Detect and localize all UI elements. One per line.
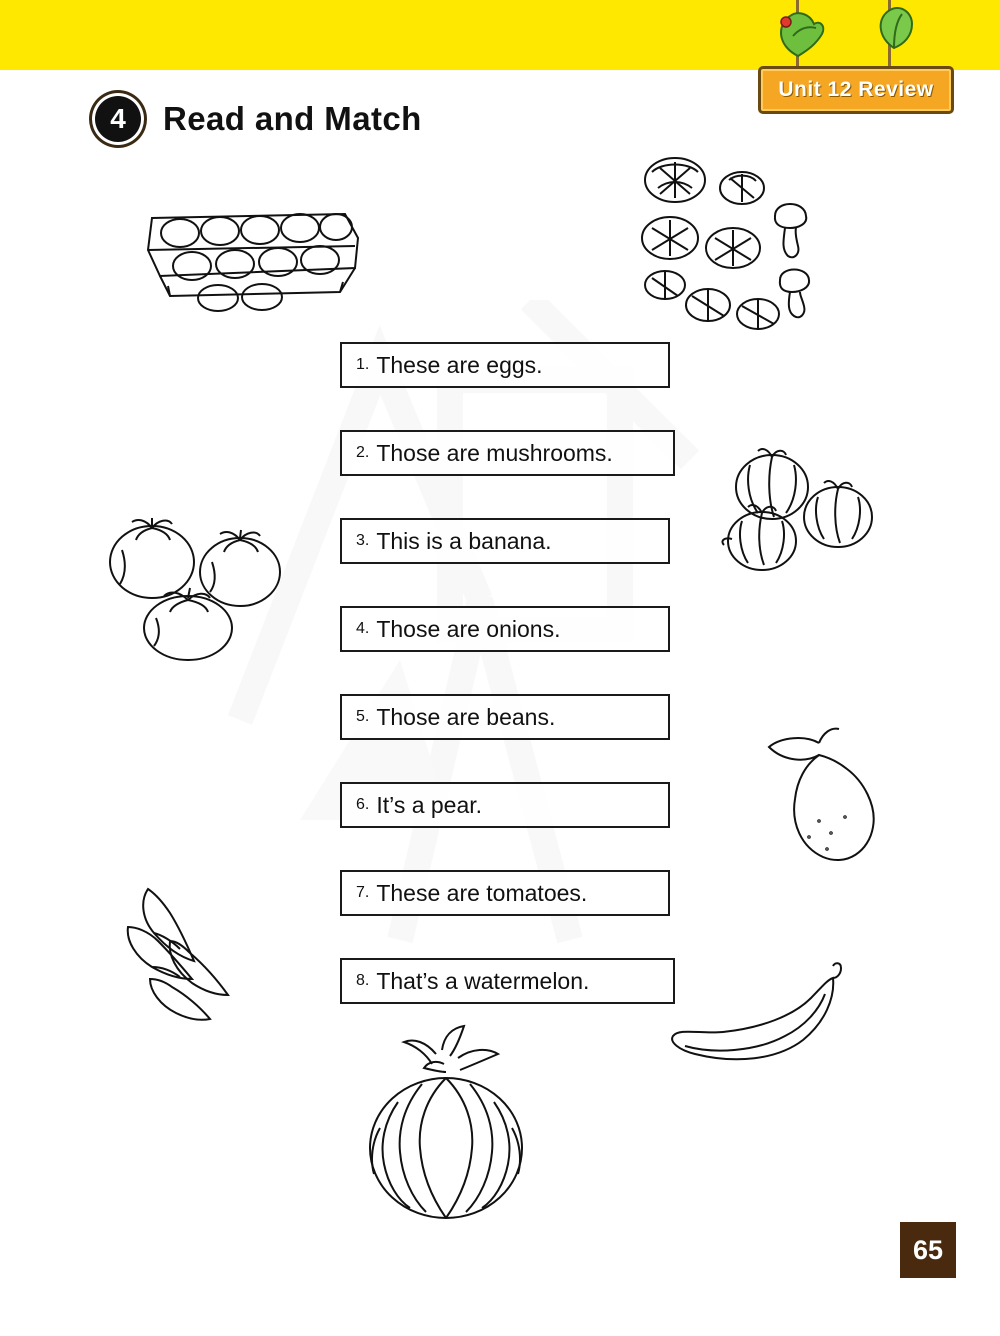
sentence-text: These are tomatoes.: [376, 879, 588, 906]
sentence-number: 3.: [356, 532, 370, 549]
sentence-number: 8.: [356, 972, 370, 989]
unit-sign-text: Unit 12 Review: [778, 78, 934, 101]
sentence-text: That’s a watermelon.: [376, 967, 590, 994]
sentence-item-6[interactable]: [340, 782, 670, 828]
sentence-text: Those are beans.: [376, 703, 556, 730]
leaf-decoration-right-icon: [866, 2, 921, 52]
sentence-number: 1.: [356, 356, 370, 373]
sentence-item-2[interactable]: [340, 430, 675, 476]
sentence-text: This is a banana.: [376, 527, 552, 554]
exercise-number-badge: 4: [95, 96, 141, 142]
eggs-illustration: [140, 200, 370, 315]
sentence-text: It’s a pear.: [376, 791, 483, 818]
sentence-item-1[interactable]: [340, 342, 670, 388]
banana-illustration: [665, 960, 855, 1070]
watermelon-illustration: [340, 1020, 560, 1230]
onions-illustration: [710, 445, 895, 580]
sentence-item-5[interactable]: [340, 694, 670, 740]
unit-sign-board: [758, 66, 954, 114]
sentence-text: Those are onions.: [376, 615, 561, 642]
exercise-header: [95, 96, 422, 142]
sentence-number: 4.: [356, 620, 370, 637]
sentence-item-4[interactable]: [340, 606, 670, 652]
sentence-item-3[interactable]: [340, 518, 670, 564]
sentence-item-8[interactable]: [340, 958, 675, 1004]
tomatoes-illustration: [100, 500, 290, 665]
mushrooms-illustration: [630, 150, 830, 330]
leaf-decoration-left-icon: [768, 6, 828, 61]
sentence-number: 2.: [356, 444, 370, 461]
sentence-text: These are eggs.: [376, 351, 543, 378]
page-number-badge: 65: [900, 1222, 956, 1278]
page-title: Read and Match: [163, 100, 422, 137]
sentence-number: 7.: [356, 884, 370, 901]
sentence-number: 5.: [356, 708, 370, 725]
sentence-list: [340, 342, 680, 1046]
sentence-text: Those are mushrooms.: [376, 439, 613, 466]
sentence-item-7[interactable]: [340, 870, 670, 916]
pear-illustration: [735, 725, 900, 875]
beans-illustration: [110, 875, 260, 1025]
unit-sign: [748, 0, 958, 125]
sentence-number: 6.: [356, 796, 370, 813]
